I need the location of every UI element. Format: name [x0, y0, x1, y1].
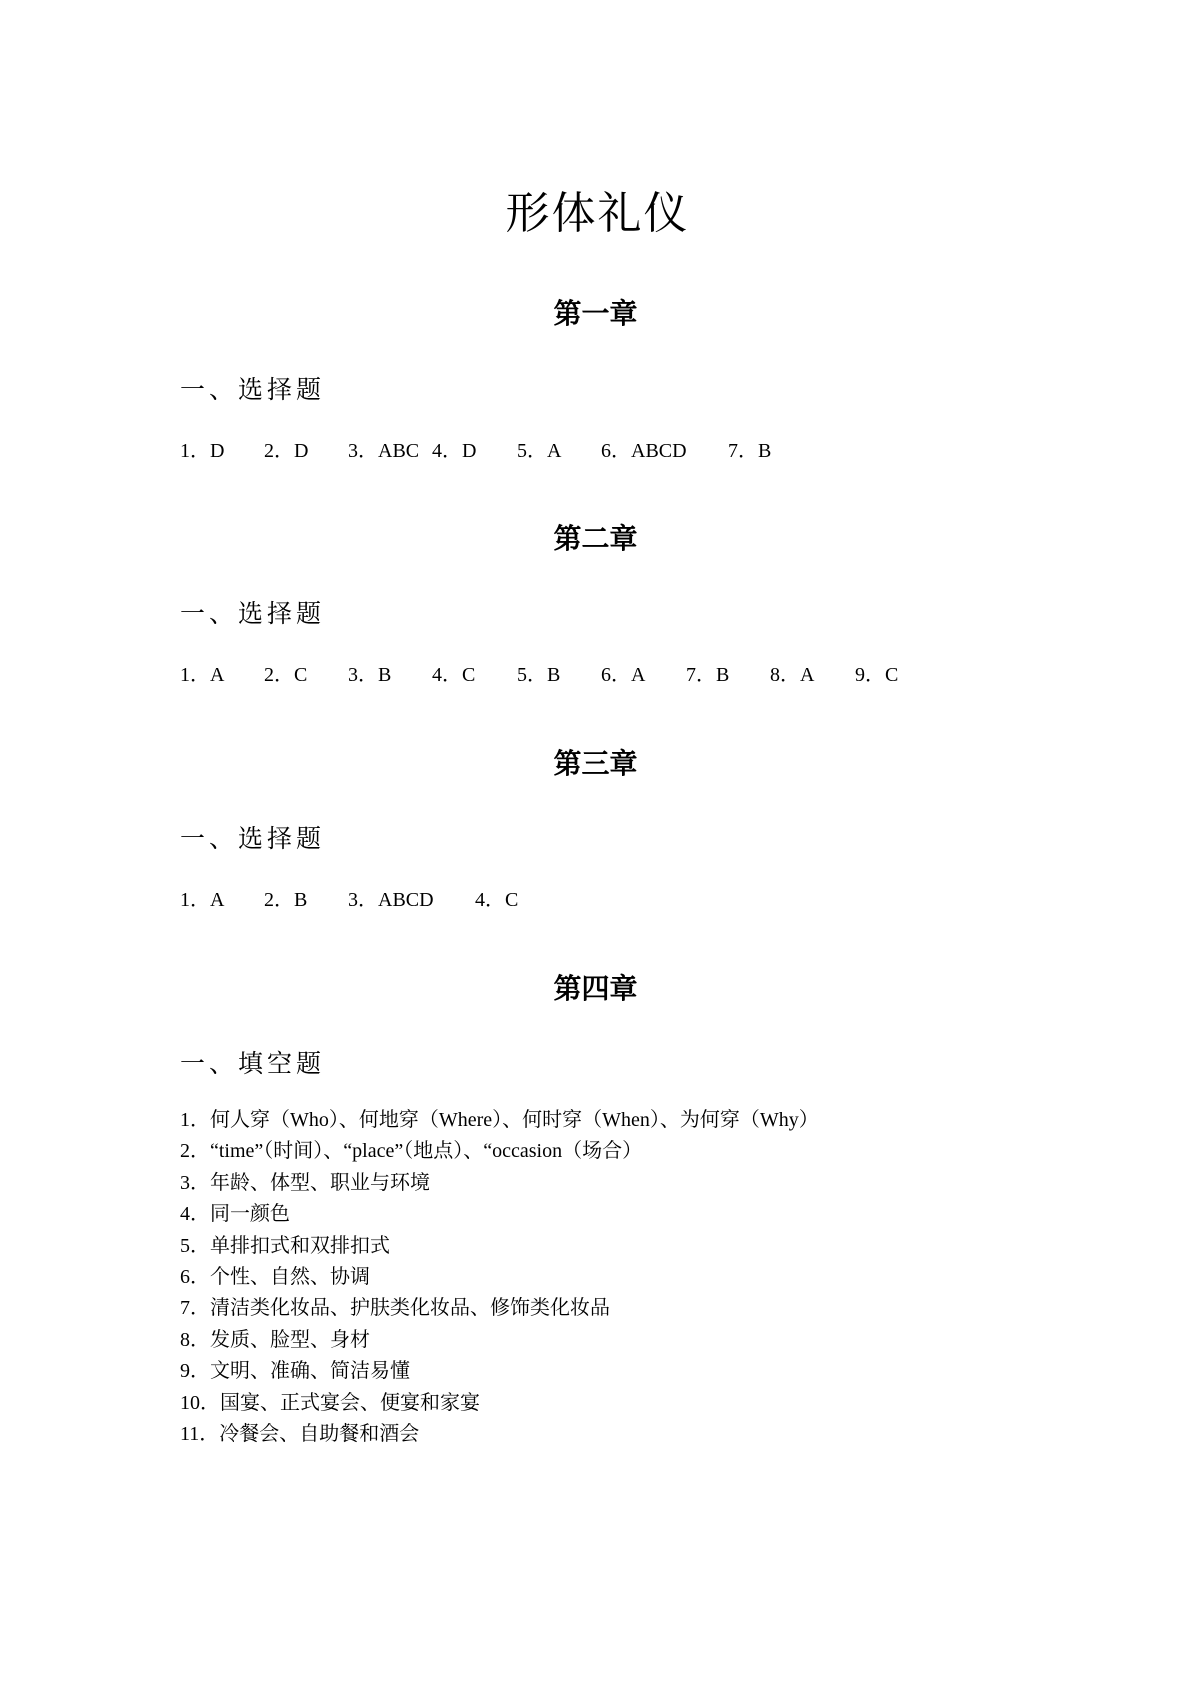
answer-item: 7．B: [686, 664, 730, 686]
answer-item: 6．A: [601, 664, 646, 686]
answer-item: 4．C: [432, 664, 476, 686]
document-title: 形体礼仪: [505, 188, 690, 239]
answer-item: 5．A: [517, 440, 562, 462]
answer-item: 1．D: [180, 440, 225, 462]
list-item: 3．年龄、体型、职业与环境: [180, 1171, 430, 1194]
answer-item: 8．A: [770, 664, 815, 686]
section-heading-4: 一、填空题: [180, 1049, 326, 1078]
answer-item: 2．B: [264, 889, 308, 911]
answer-item: 2．D: [264, 440, 309, 462]
answer-item: 3．B: [348, 664, 392, 686]
list-item: 6．个性、自然、协调: [180, 1265, 370, 1288]
answer-item: 3．ABC: [348, 440, 420, 462]
chapter-heading-3: 第三章: [553, 747, 638, 780]
section-heading-1: 一、选择题: [180, 375, 326, 404]
list-item: 11．冷餐会、自助餐和酒会: [180, 1422, 420, 1445]
fill-answer-list: [180, 1105, 819, 1450]
chapter-heading-1: 第一章: [553, 297, 638, 330]
answer-row-3: [0, 885, 1191, 915]
list-item: 10．国宴、正式宴会、便宴和家宴: [180, 1391, 480, 1414]
list-item: 5．单排扣式和双排扣式: [180, 1234, 390, 1257]
list-item: 1．何人穿（Who）、何地穿（Where）、何时穿（When）、为何穿（Why）: [180, 1109, 819, 1131]
answer-item: 6．ABCD: [601, 440, 687, 462]
list-item: 8．发质、脸型、身材: [180, 1328, 370, 1351]
section-heading-2: 一、选择题: [180, 599, 326, 628]
list-item: 2．“time”（时间）、“place”（地点）、“occasion（场合）: [180, 1140, 643, 1163]
answer-item: 1．A: [180, 889, 225, 911]
answer-item: 7．B: [728, 440, 772, 462]
list-item: 9．文明、准确、简洁易懂: [180, 1360, 410, 1383]
answer-item: 4．D: [432, 440, 477, 462]
section-heading-3: 一、选择题: [180, 824, 326, 853]
answer-item: 2．C: [264, 664, 308, 686]
answer-item: 5．B: [517, 664, 561, 686]
answer-item: 9．C: [855, 664, 899, 686]
answer-item: 4．C: [475, 889, 519, 911]
answer-item: 3．ABCD: [348, 889, 434, 911]
answer-row-1: [0, 436, 1191, 466]
chapter-heading-2: 第二章: [553, 522, 638, 555]
answer-row-2: [0, 660, 1191, 690]
list-item: 7．清洁类化妆品、护肤类化妆品、修饰类化妆品: [180, 1297, 610, 1320]
chapter-heading-4: 第四章: [553, 972, 638, 1005]
answer-item: 1．A: [180, 664, 225, 686]
list-item: 4．同一颜色: [180, 1203, 290, 1226]
